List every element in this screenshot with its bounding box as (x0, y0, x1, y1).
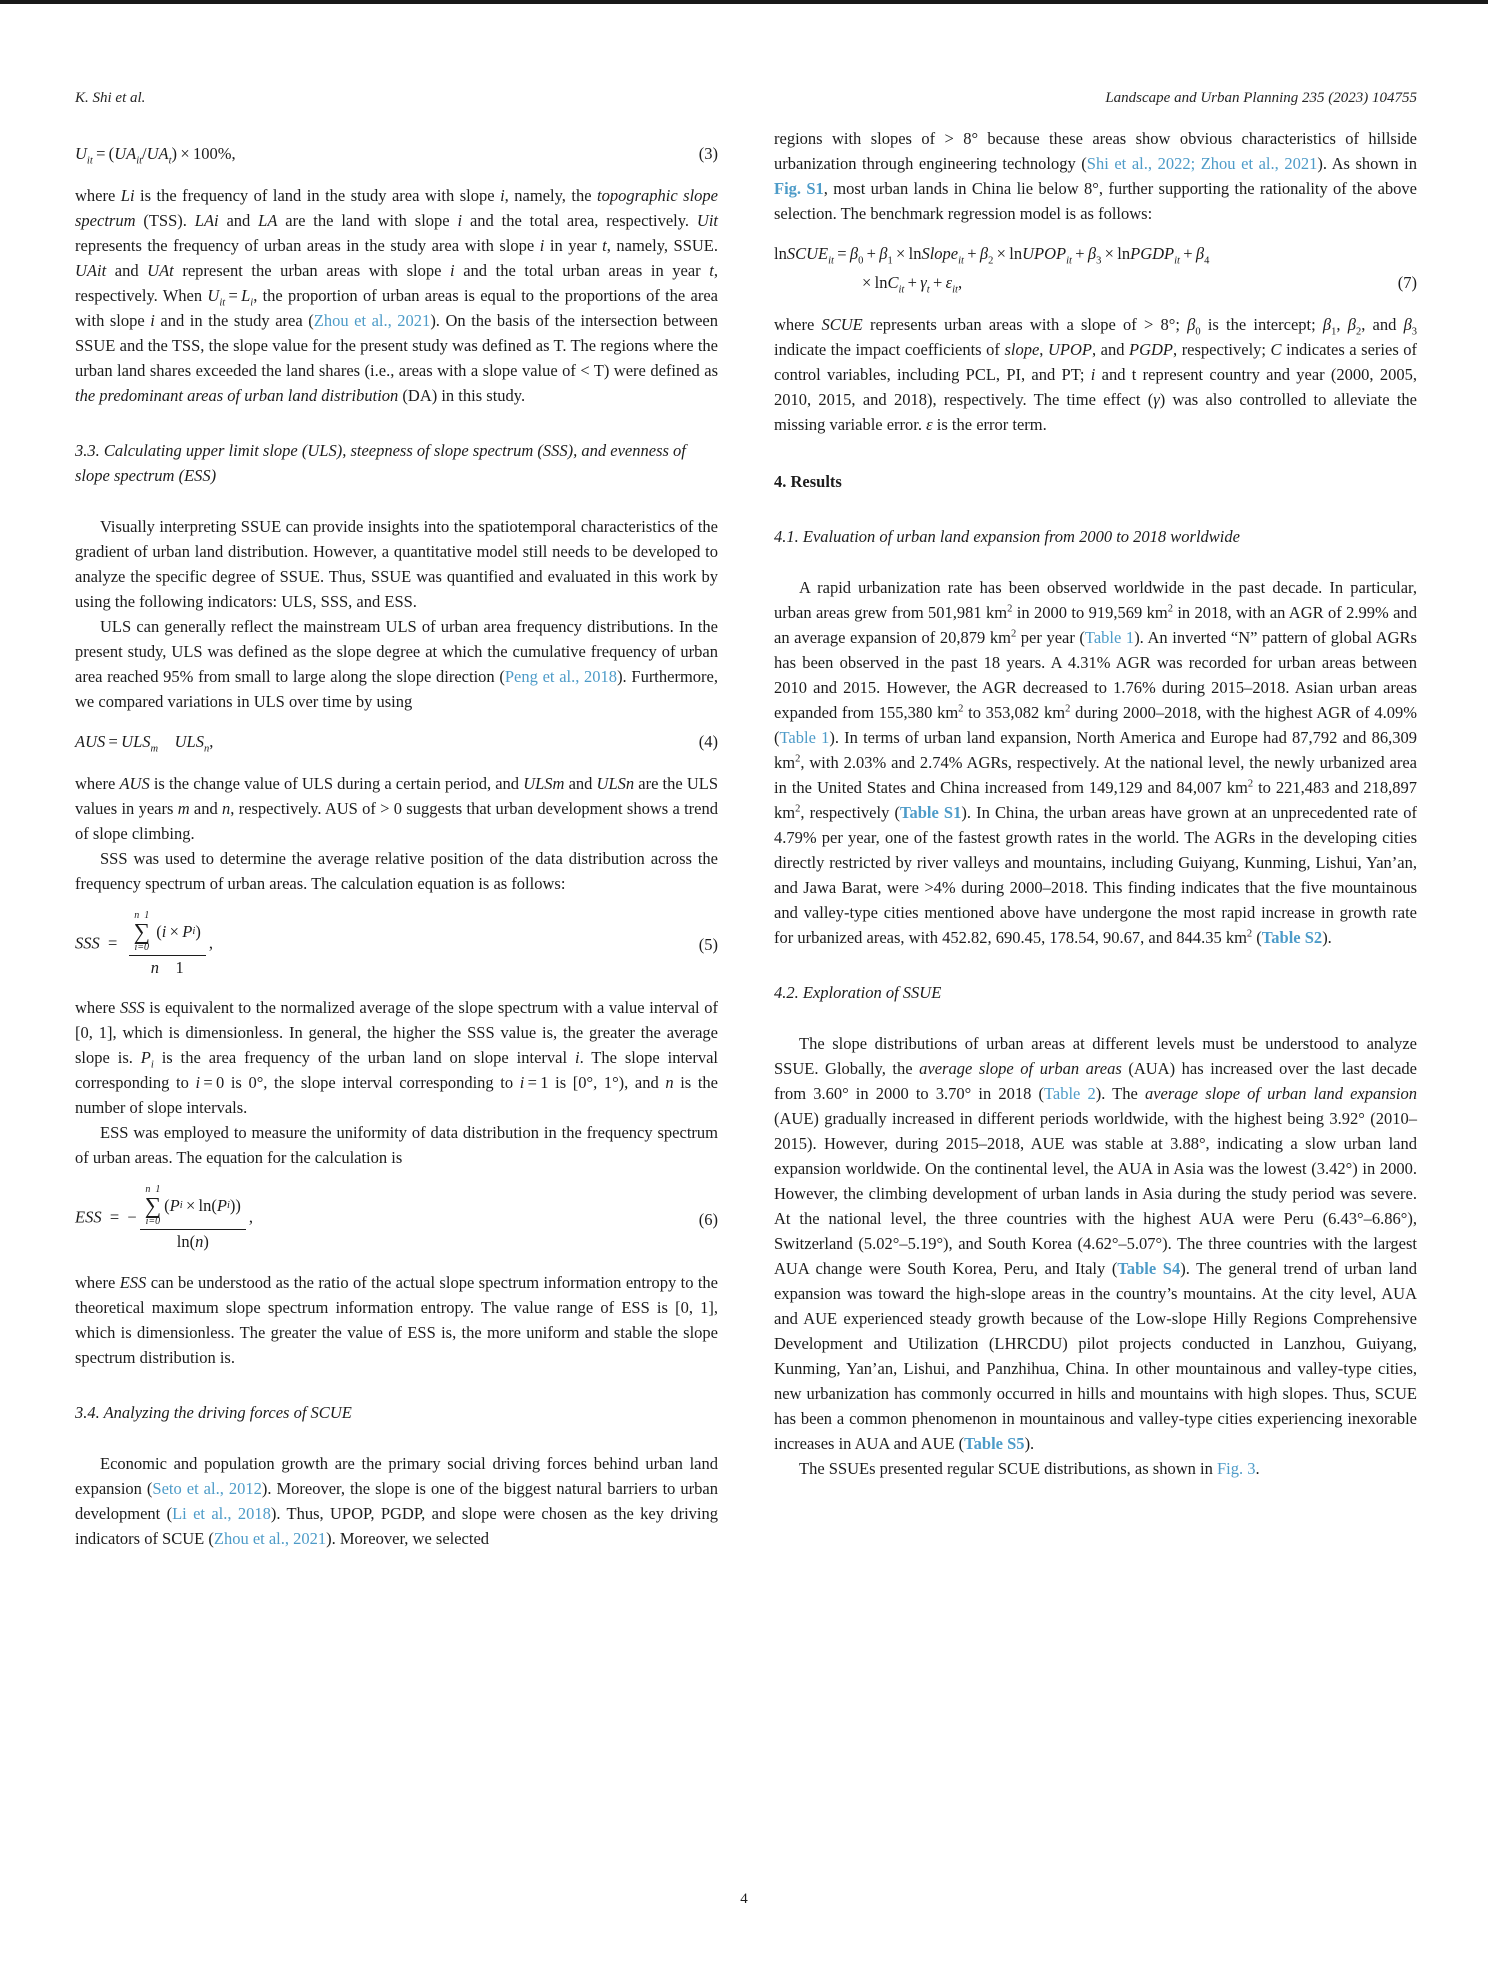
italic-text: SCUE (821, 315, 863, 334)
text-run: ULS can generally reflect the mainstream ULS of urban area frequency distributions. In the present study, ULS was defined as the slope degree at which the cumulative frequency of urban area reached 95% from small to large along the slope direction ( (75, 617, 718, 686)
text-run: (AUE) gradually increased in different periods worldwide, with the highest being 3.92° (2010–2015). However, during 2015–2018, AUE was stable at 3.88°, indicating a slow urban land expansion worldwide. On the continental level, the AUA in Asia was the lowest (3.42°) in 2000. However, the climbing development of urban lands in Asia during the study period was severe. At the national level, the three countries with the highest AUA were Peru (6.43°–6.86°), Switzerland (5.02°–5.19°), and South Korea (4.62°–5.07°). The three countries with the largest AUA change were South Korea, Peru, and Italy ( (774, 1109, 1417, 1278)
text-run: is the change value of ULS during a certain period, and (149, 774, 524, 793)
summation-upper-limit: n 1 (134, 910, 150, 921)
text-run: = ( (92, 144, 115, 163)
superscript: 2 (795, 753, 801, 765)
text-run: ) × 100%, (171, 144, 236, 163)
equation-body (774, 241, 1390, 295)
italic-text: n (195, 1232, 204, 1252)
text-run: ). In China, the urban areas have grown at an unprecedented rate of 4.79% per year, one of the fastest growth rates in the world. The AGRs in the developing cities directly restricted by river valleys and mountains, including Guiyang, Kunming, Lishui, Yan’an, and Jawa Barat, were >4% during 2000–2018. This finding indicates that the five mountainous and valley-type cities mentioned above have undergone the most rapid increase in growth rate for urbanized areas, with 452.82, 690.45, 178.54, 90.67, and 844.35 km (774, 803, 1417, 947)
two-column-content (75, 126, 1417, 1551)
citation-link[interactable]: Seto et al., 2012 (152, 1478, 262, 1498)
subscript: it (828, 255, 834, 267)
italic-text: i (519, 1073, 525, 1093)
superscript: 2 (1065, 703, 1071, 715)
text-run: × ln( (182, 1196, 217, 1216)
italic-text: average slope of urban land expansion (1144, 1084, 1417, 1103)
text-run: in 2018, with an AGR of 2.99% and an average expansion of 20,879 km (774, 603, 1417, 647)
italic-text: the predominant areas of urban land distribution (75, 386, 399, 405)
text-run: indicate the impact coefficients of (774, 340, 1005, 359)
text-run: 4.2. Exploration of SSUE (774, 983, 942, 1002)
equation (75, 141, 718, 166)
citation-link[interactable]: Fig. 3 (1216, 1459, 1256, 1478)
equation (75, 729, 718, 754)
italic-text: average slope of urban areas (919, 1059, 1122, 1078)
superscript: 2 (1246, 928, 1253, 940)
subscript: 4 (1204, 255, 1210, 267)
italic-text: C (1270, 340, 1282, 359)
section-heading (774, 980, 1417, 1005)
subscript: it (86, 155, 93, 167)
text-run: = (99, 933, 126, 953)
citation-link[interactable]: Li et al., 2018 (172, 1503, 271, 1523)
text-run: . (1255, 1459, 1260, 1478)
text-run: , respectively. AUS of > 0 suggests that urban development shows a trend of slope climbing. (75, 799, 718, 843)
text-run: is equivalent to the normalized average of the slope spectrum with a value interval of [0, 1], which is dimensionless. In general, the higher the SSS value is, the greater the average slope is. (75, 998, 719, 1068)
equation (774, 241, 1417, 295)
text-run: is the error term. (932, 415, 1047, 434)
equation-number: (5) (698, 935, 718, 955)
equation-body (75, 911, 691, 978)
text-run: + (963, 244, 980, 263)
text-run: where (774, 315, 822, 334)
italic-text: UA (146, 144, 169, 163)
text-run: are the land with slope (277, 211, 458, 230)
italic-text: U (207, 286, 220, 305)
italic-text: Uit (696, 211, 719, 230)
italic-text: ULS (121, 732, 151, 751)
citation-link[interactable]: Table S1 (899, 803, 962, 822)
text-run: is the area frequency of the urban land on slope interval (153, 1048, 575, 1068)
text-run: + (1179, 244, 1196, 263)
text-run: = (225, 286, 242, 305)
italic-text: n (222, 799, 231, 818)
fraction-denominator (151, 956, 184, 979)
text-run: in year (544, 236, 603, 255)
italic-text: γ (920, 273, 927, 292)
text-run: to 353,082 km (963, 703, 1066, 722)
italic-text: i (195, 1073, 201, 1093)
paragraph (774, 312, 1417, 437)
subscript: t (168, 155, 172, 167)
text-run: Visually interpreting SSUE can provide insights into the spatiotemporal characteristics of the gradient of urban land distribution. However, a quantitative model still needs to be developed to analyze the specific degree of SSUE. Thus, SSUE was quantified and evaluated in this work by using the following indicators: ULS, SSS, and ESS. (75, 517, 718, 611)
text-run: indicates a series of control variables, including PCL, PI, and PT; (774, 340, 1418, 384)
section-heading (75, 438, 718, 488)
italic-text: UA (114, 144, 137, 163)
subscript: 0 (858, 255, 864, 267)
text-run: ). An inverted “N” pattern of global AGRs has been observed in the past 18 years. A 4.31% AGR was recorded for urban areas between 2010 and 2015. However, the AGR decreased to 1.76% during 2015–2018. Asian urban areas expanded from 155,380 km (774, 628, 1417, 722)
summation-lower-limit: i=0 (145, 1216, 161, 1228)
paragraph (75, 846, 718, 896)
header-journal: Landscape and Urban Planning 235 (2023) 104755 (1105, 90, 1417, 106)
section-heading (75, 1400, 718, 1425)
fraction (140, 1185, 246, 1252)
superscript: 2 (1247, 778, 1254, 790)
fraction-numerator: n 1 ∑ i=0 ( P i × ln( P i )) (140, 1185, 246, 1230)
citation-link[interactable]: Zhou et al., 2021 (213, 1528, 327, 1548)
italic-text: β (979, 244, 989, 263)
citation-link[interactable]: Table S5 (964, 1434, 1025, 1453)
subscript: 2 (988, 255, 994, 267)
italic-text: β (1087, 244, 1097, 263)
italic-text: LAi (194, 211, 219, 230)
italic-text: i (539, 236, 545, 255)
text-run: is the number of slope intervals. (75, 1073, 719, 1118)
text-run: and in the study area ( (154, 311, 314, 330)
text-run: ). The general trend of urban land expansion was toward the high-slope areas in the country’s mountains. At the city level, AUA and AUE experienced steady growth because of the Low-slope Hilly Regions Comprehensive Development and Utilization (LHRCDU) pilot projects conducted in Lanzhou, Guiyang, Kunming, Yan’an, Lishui, and Panzhihua, China. In other mountainous and valley-type cities, new urbanization has commonly occurred in hills and mountains with high slopes. Thus, SCUE has been a common phenomenon in mountainous and valley-type cities experiencing inexorable increases in AUA and AUE ( (774, 1259, 1417, 1453)
italic-text: P (140, 1048, 151, 1068)
text-run: ) (195, 921, 201, 941)
superscript: 2 (958, 703, 964, 715)
sigma-glyph: ∑ (133, 919, 150, 944)
italic-text: i (450, 261, 455, 280)
italic-text: ε (945, 273, 953, 292)
italic-text: AUS (119, 774, 150, 793)
text-run: Economic and population growth are the primary social driving forces behind urban land expansion ( (75, 1453, 718, 1498)
italic-text: t (709, 261, 714, 280)
summation-upper-limit: n 1 (145, 1184, 161, 1196)
text-run: , and (1361, 315, 1404, 334)
italic-text: UPOP (1047, 340, 1092, 359)
paragraph (774, 1031, 1417, 1456)
citation-link[interactable]: Table 1 (1084, 628, 1135, 647)
text-run: where (75, 998, 120, 1018)
text-run: where (75, 1272, 120, 1292)
subscript: i (150, 1059, 154, 1071)
equation-number: (6) (698, 1209, 718, 1229)
equation-line (75, 911, 691, 978)
paragraph (75, 771, 718, 846)
text-run: represent the urban areas with slope (173, 261, 451, 280)
subscript: it (958, 255, 964, 267)
sigma-glyph: ∑ (144, 1193, 162, 1219)
italic-text: AUS (75, 732, 106, 751)
text-run: ( (152, 921, 162, 941)
italic-text: Li (120, 186, 135, 205)
italic-text: C (887, 273, 899, 292)
text-run: ). The (1095, 1084, 1145, 1103)
text-run: per year ( (1016, 628, 1085, 647)
text-run: is the frequency of land in the study area with slope (134, 186, 501, 205)
citation-link[interactable]: Zhou et al., 2021 (313, 311, 431, 330)
italic-text: i (150, 311, 155, 330)
subscript: n (203, 743, 210, 755)
italic-text: n (665, 1073, 674, 1093)
text-run: where (75, 186, 121, 205)
italic-text: β (1195, 244, 1205, 263)
text-run: The SSUEs presented regular SCUE distributions, as shown in (799, 1459, 1217, 1478)
italic-text: ESS (75, 1207, 102, 1227)
italic-text: SSS (75, 933, 100, 953)
page-number: 4 (740, 1891, 748, 1907)
text-run: × ln (1101, 244, 1131, 263)
equation-line (774, 241, 1390, 266)
italic-text: P (182, 921, 193, 941)
text-run: ). On the basis of the intersection between SSUE and the TSS, the slope value for the present study was defined as T. The regions where the urban land shares exceeded the land shares (i.e., areas with a slope value of < T) were defined as (75, 311, 718, 380)
text-run: in 2000 to 919,569 km (1012, 603, 1168, 622)
text-run: , namely, the (504, 186, 598, 205)
paragraph (75, 1120, 718, 1170)
italic-text: UPOP (1022, 244, 1067, 263)
equation-body (75, 1185, 691, 1252)
text-run: ESS was employed to measure the uniformity of data distribution in the frequency spectrum of urban areas. The equation for the calculation is (75, 1123, 718, 1168)
text-run: = 0 is 0°, the slope interval corresponding to (200, 1073, 520, 1093)
italic-text: i (161, 921, 167, 941)
equation-body (75, 141, 691, 166)
equation-line (75, 141, 691, 166)
text-run: ). Furthermore, we compared variations in ULS over time by using (75, 667, 718, 711)
subscript: it (219, 297, 226, 309)
text-run (158, 732, 175, 751)
paragraph (75, 1451, 718, 1551)
italic-text: Slope (921, 244, 959, 263)
text-run: and (189, 799, 223, 818)
italic-text: PGDP (1130, 244, 1175, 263)
page-top-rule (0, 0, 1488, 4)
header-author: K. Shi et al. (75, 90, 146, 106)
italic-text: UAit (75, 261, 107, 280)
section-heading (774, 469, 1417, 494)
superscript: 2 (1167, 603, 1173, 615)
summation-symbol (134, 911, 150, 953)
text-run: × ln (862, 273, 888, 292)
equation-line (75, 1185, 691, 1252)
text-run: SSS was used to determine the average relative position of the data distribution across the frequency spectrum of urban areas. The calculation equation is as follows: (75, 849, 718, 893)
citation-link[interactable]: Shi et al., 2022; Zhou et al., 2021 (1086, 154, 1318, 173)
superscript: 2 (1010, 628, 1017, 640)
running-header (75, 90, 1417, 107)
italic-text: ε (926, 415, 933, 434)
text-run: , most urban lands in China lie below 8°, further supporting the rationality of the above selection. The benchmark regression model is as follows: (774, 179, 1417, 223)
text-run: , (957, 273, 963, 292)
text-run: and the total area, respectively. (462, 211, 697, 230)
equation-line (75, 729, 691, 754)
text-run: × (166, 921, 183, 941)
subscript: it (898, 284, 905, 296)
text-run: , (248, 1207, 254, 1227)
text-run: , (209, 732, 214, 751)
italic-text: ULS (174, 732, 204, 751)
text-run: ( (164, 1196, 170, 1216)
paragraph (774, 575, 1417, 950)
text-run: + (1071, 244, 1088, 263)
text-run: and the total urban areas in year (454, 261, 710, 280)
subscript: 3 (1096, 255, 1102, 267)
italic-text: L (241, 286, 251, 305)
text-run: , (1039, 340, 1048, 359)
subscript: it (1066, 255, 1072, 267)
text-run: 4.1. Evaluation of urban land expansion from 2000 to 2018 worldwide (774, 527, 1240, 546)
italic-text: m (177, 799, 190, 818)
text-run: , respectively; (1173, 340, 1271, 359)
fraction (129, 911, 206, 978)
paragraph (774, 126, 1417, 226)
text-run: (AUA) has increased over the last decade from 3.60° in 2000 to 3.70° in 2018 ( (774, 1059, 1417, 1103)
text-run: ln( (176, 1232, 196, 1252)
equation (75, 911, 718, 978)
italic-text: β (879, 244, 888, 263)
text-run: . The slope interval corresponding to (75, 1048, 719, 1093)
fraction-numerator: n 1 ∑ i=0 ( i × P i ) (129, 911, 206, 956)
fraction-denominator (177, 1230, 209, 1253)
text-run: regions with slopes of > 8° because these areas show obvious characteristics of hillside urbanization through engineering technology ( (774, 129, 1417, 173)
italic-text: β (1347, 315, 1356, 334)
equation-number: (4) (698, 732, 718, 751)
text-run: and (564, 774, 597, 793)
text-run: ln (774, 244, 787, 263)
summation-lower-limit: i=0 (134, 941, 150, 953)
italic-text: γ (1153, 390, 1160, 409)
citation-link[interactable]: Table S4 (1117, 1259, 1181, 1278)
subscript: m (150, 743, 159, 755)
text-run: represents urban areas with a slope of > 8°; (862, 315, 1188, 334)
text-run: × ln (892, 244, 922, 263)
text-run: ). (1024, 1434, 1035, 1453)
text-run: )) (229, 1196, 241, 1216)
italic-text: SSS (119, 998, 145, 1018)
text-run: where (75, 774, 120, 793)
text-run: ). In terms of urban land expansion, North America and Europe had 87,792 and 86,309 km (774, 728, 1417, 772)
text-run: + (904, 273, 921, 292)
italic-text: ULSm (523, 774, 565, 793)
subscript: 0 (1195, 326, 1201, 338)
text-run: ( (1252, 928, 1262, 947)
text-run: + (929, 273, 946, 292)
italic-text: β (1403, 315, 1412, 334)
italic-text: β (1322, 315, 1332, 334)
summation-symbol (145, 1185, 161, 1227)
italic-text: i (1090, 365, 1096, 384)
text-run: / (142, 144, 147, 163)
text-run: ). Thus, UPOP, PGDP, and slope were chosen as the key driving indicators of SCUE ( (75, 1503, 719, 1548)
italic-text: slope (1004, 340, 1040, 359)
text-run: + (863, 244, 880, 263)
text-run: ) was also controlled to alleviate the missing variable error. (774, 390, 1417, 434)
italic-text: LA (258, 211, 278, 230)
italic-text: P (169, 1196, 180, 1216)
paragraph (75, 614, 718, 714)
text-run: , respectively. When (75, 261, 718, 305)
text-run: × ln (993, 244, 1023, 263)
citation-link[interactable]: Table S2 (1261, 928, 1323, 947)
text-run: and (218, 211, 259, 230)
subscript: i (250, 297, 254, 309)
citation-link[interactable]: Peng et al., 2018 (504, 667, 618, 686)
paragraph (75, 514, 718, 614)
italic-text: topographic slope spectrum (75, 186, 719, 230)
italic-text: t (602, 236, 607, 255)
subscript: t (926, 284, 930, 296)
text-run: , and (1091, 340, 1130, 359)
equation-body (75, 729, 691, 754)
text-run: and (106, 261, 148, 280)
italic-text: U (75, 144, 87, 163)
subscript: 1 (1331, 326, 1337, 338)
citation-link[interactable]: Fig. S1 (774, 179, 824, 198)
text-run: 3.3. Calculating upper limit slope (ULS), steepness of slope spectrum (SSS), and evenness of slope spectrum (ESS) (75, 441, 686, 485)
text-run: = (105, 732, 122, 751)
text-run: to 221,483 and 218,897 km (774, 778, 1417, 822)
text-run: ). Moreover, the slope is one of the biggest natural barriers to urban development ( (75, 1478, 718, 1523)
equation (75, 1185, 718, 1252)
superscript: 2 (1007, 603, 1013, 615)
italic-text: i (574, 1048, 580, 1068)
text-run: , respectively ( (800, 803, 900, 822)
text-run: , namely, SSUE. (606, 236, 718, 255)
text-run: = (833, 244, 850, 263)
citation-link[interactable]: Table 2 (1043, 1084, 1096, 1103)
paragraph (75, 1270, 718, 1370)
italic-text: P (216, 1196, 227, 1216)
text-run: during 2000–2018, with the highest AGR of 4.09% ( (774, 703, 1417, 747)
subscript: 1 (887, 255, 893, 267)
text-run: , (208, 933, 213, 953)
italic-text: i (457, 211, 463, 230)
text-run: = 1 is [0°, 1°), and (524, 1073, 666, 1093)
subscript: it (952, 284, 958, 296)
italic-text: PGDP (1129, 340, 1174, 359)
equation-number: (3) (698, 144, 718, 163)
italic-text: ULSn (596, 774, 635, 793)
citation-link[interactable]: Table 1 (779, 728, 830, 747)
italic-text: n (150, 957, 159, 977)
section-heading (774, 524, 1417, 549)
italic-text: i (500, 186, 505, 205)
text-run: (DA) in this study. (398, 386, 526, 405)
italic-text: β (849, 244, 859, 263)
text-run: , with 2.03% and 2.74% AGRs, respectively. At the national level, the newly urbanized area in the United States and China increased from 149,129 and 84,007 km (774, 753, 1417, 797)
equation-line (862, 270, 1390, 295)
italic-text: SCUE (786, 244, 829, 263)
text-run: is the intercept; (1200, 315, 1323, 334)
right-column (774, 126, 1417, 1551)
text-run: (TSS). (135, 211, 195, 230)
left-column (75, 126, 718, 1551)
paragraph (75, 995, 718, 1120)
superscript: 2 (795, 803, 801, 815)
paragraph (75, 183, 718, 408)
text-run: ). (1322, 928, 1332, 947)
text-run: The slope distributions of urban areas at different levels must be understood to analyze SSUE. Globally, the (774, 1034, 1417, 1078)
paragraph (774, 1456, 1417, 1481)
subscript: it (136, 155, 143, 167)
text-run: , the proportion of urban areas is equal to the proportions of the area with slope (75, 286, 718, 330)
text-run: = − (101, 1207, 137, 1227)
text-run: ) (203, 1232, 209, 1252)
equation-number: (7) (1397, 273, 1417, 292)
subscript: it (1174, 255, 1180, 267)
text-run: ). Moreover, we selected (326, 1528, 490, 1548)
italic-text: β (1187, 315, 1196, 334)
text-run: 4. Results (774, 472, 842, 491)
text-run: 3.4. Analyzing the driving forces of SCUE (75, 1402, 352, 1422)
italic-text: UAt (147, 261, 174, 280)
text-run: can be understood as the ratio of the actual slope spectrum information entropy to the theoretical maximum slope spectrum information entropy. The value range of ESS is [0, 1], which is dimensionless. The greater the value of ESS is, the more uniform and stable the slope spectrum distribution is. (75, 1272, 718, 1367)
text-run: represents the frequency of urban areas in the study area with slope (75, 236, 540, 255)
subscript: 2 (1355, 326, 1362, 338)
subscript: 3 (1411, 326, 1418, 338)
text-run: and t represent country and year (2000, 2005, 2010, 2015, and 2018), respectively. The time effect ( (774, 365, 1417, 409)
text-run: ). As shown in (1317, 154, 1418, 173)
text-run: A rapid urbanization rate has been observed worldwide in the past decade. In particular, urban areas grew from 501,981 km (774, 578, 1417, 622)
text-run: , (1336, 315, 1348, 334)
text-run: 1 (158, 957, 184, 977)
italic-text: ESS (119, 1272, 147, 1292)
text-run: are the ULS values in years (75, 774, 719, 818)
